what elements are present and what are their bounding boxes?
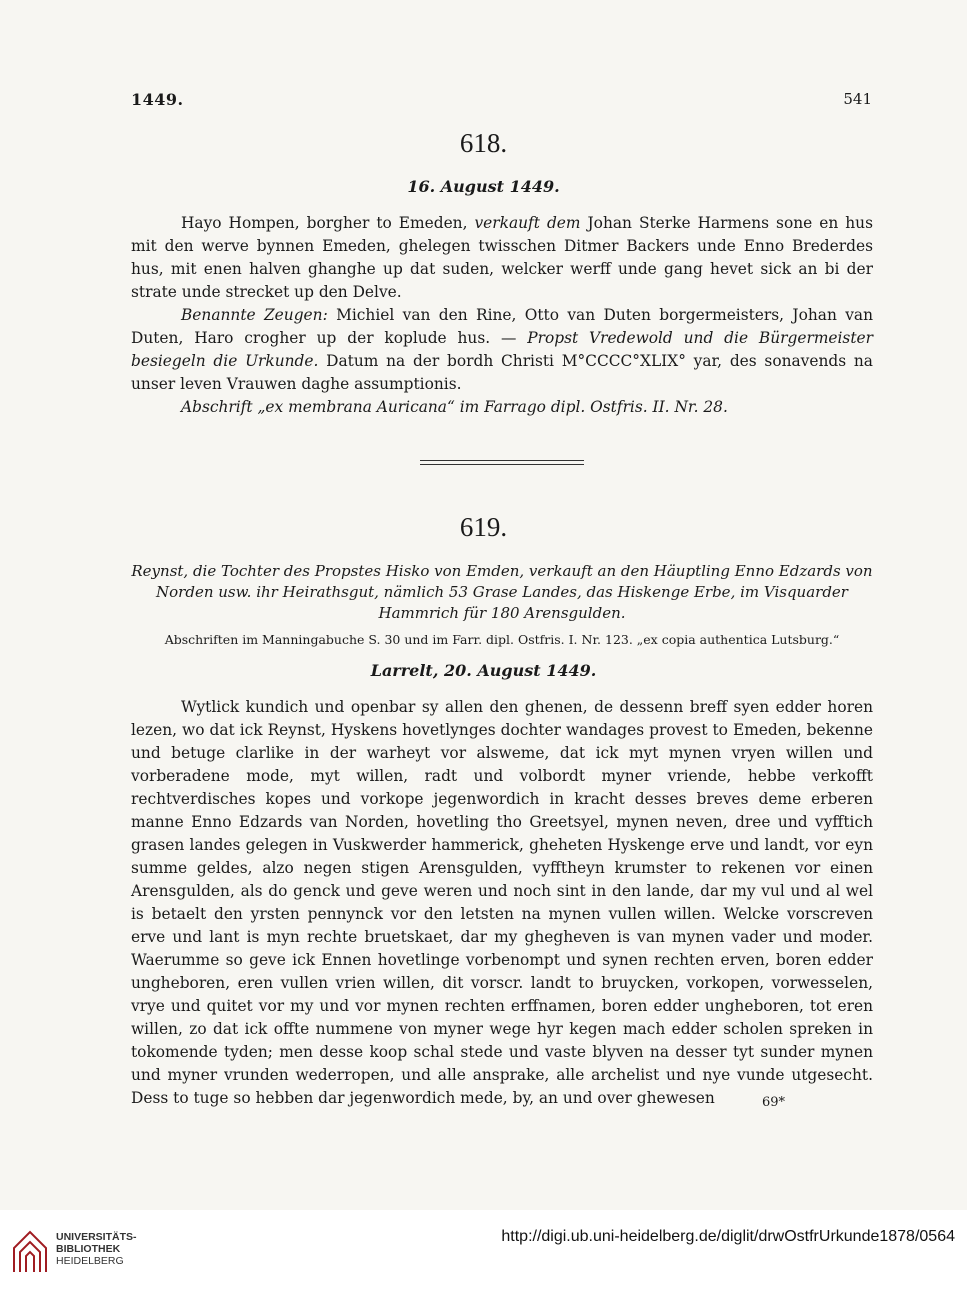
document-number-619: 619. xyxy=(459,512,508,542)
source-note: Abschrift „ex membrana Auricana“ im Farrago dipl. Ostfris. II. Nr. 28. xyxy=(181,398,728,416)
charter-text: Wytlick kundich und openbar sy allen den ghenen, de dessenn breff syen edder horen lezen, wo dat ick Reynst, Hyskens hovetlynges dochter wandages provest to Emeden, bekenne und betuge clarlike in der warheyt vor alsweme, dat ick myt mynen vryen willen und vorberadene mode, myt willen, radt und volbordt myner vriende, hebbe verkofft rechtverdisches kopes und vorkope jegenwordich in kracht desses breves deme erberen manne Enno Edzards van Norden, hovetling tho Greetsyel, mynen neven, dree und vyfftich grasen landes gelegen in Vuskwerder hammerick, gheheten Hyskenge erve und landt, vor eyn summe geldes, alzo negen stigen Arensgulden, vyfftheyn krumster to rekenen vor einen Arensgulden, als do genck und geve weren und noch sint in den lande, dar my vul und al wel is betaelt den yrsten pennynck vor den letsten na mynen vullen willen. Welcke vorscreven erve und lant is myn rechte bruetskaet, dar my ghegheven is van mynen vader und moder. Waerumme so geve ick Ennen hovetlinge vorbenompt und synen rechten erven, boren edder ungheboren, eren vullen vrien willen, dit vorscr. landt to bruycken, vorkopen, vorwesselen, vrye und quitet vor my und vor mynen rechten erffnamen, boren edder ungheboren, tot eren willen, zo dat ick offte nummene von myner wege hyr kegen mach edder scholen spreken in tokomende tyden; men desse koop schal stede und vaste blyven na desser tyt sunder mynen und myner vrunden wederropen, und alle ansprake, alle archelist und nye vunde utgesecht. Dess to tuge so hebben dar jegenwordich mede, by, an und over ghewesen xyxy=(131,698,873,1107)
permalink-url[interactable]: http://digi.ub.uni-heidelberg.de/diglit/drwOstfrUrkunde1878/0564 xyxy=(501,1228,955,1245)
page-number: 541 xyxy=(843,90,872,108)
document-date-618: 16. August 1449. xyxy=(407,177,560,196)
document-body-618 xyxy=(131,212,873,419)
footer-bar xyxy=(0,1210,967,1289)
university-library-logo-icon xyxy=(10,1228,50,1274)
paragraph-2: Benannte Zeugen: Michiel van den Rine, Otto van Duten borgermeisters, Johan van Duten, Haro crogher up der koplude hus. — Propst Vredewold und die Bürgermeister besiegeln die Urkunde. Datum na der bordh Christi M°CCCC°XLIX° yar, des sonavends na unser leven Vrauwen daghe assumptionis. xyxy=(131,306,873,393)
paragraph-1: Hayo Hompen, borgher to Emeden, verkauft dem Johan Sterke Harmens sone en hus mit den werve bynnen Emeden, ghelegen twisschen Ditmer Backers unde Enno Brederdes hus, mit enen halven ghanghe up dat suden, welcker werff unde gang hevet sick an bi der strate unde strecket up den Delve. xyxy=(131,214,873,301)
running-head-year: 1449. xyxy=(131,90,184,109)
document-number-618: 618. xyxy=(459,128,508,158)
institution-name: UNIVERSITÄTS- BIBLIOTHEK HEIDELBERG xyxy=(56,1231,137,1267)
section-divider xyxy=(420,460,584,465)
document-body-619 xyxy=(131,696,873,1110)
document-date-619: Larrelt, 20. August 1449. xyxy=(370,661,597,680)
source-references: Abschriften im Manningabuche S. 30 und im Farr. dipl. Ostfris. I. Nr. 123. „ex copia authentica Lutsburg.“ xyxy=(164,632,840,647)
document-summary-619: Reynst, die Tochter des Propstes Hisko von Emden, verkauft an den Häuptling Enno Edzards von Norden usw. ihr Heirathsgut, nämlich 53 Grase Landes, das Hiskenge Erbe, im Visquarder Hammrich für 180 Arensgulden. xyxy=(131,562,873,622)
signature-mark: 69* xyxy=(762,1095,786,1110)
